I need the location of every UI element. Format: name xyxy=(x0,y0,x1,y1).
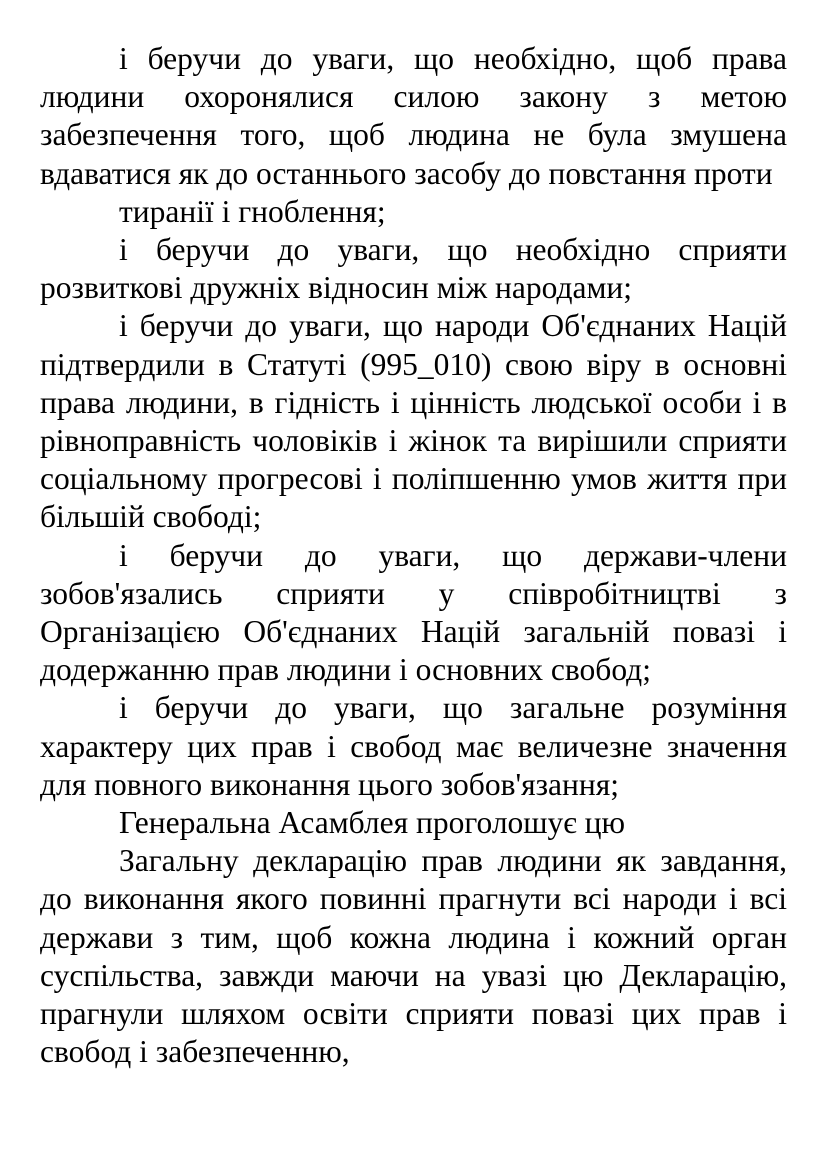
paragraph-8: Загальну декларацію прав людини як завдання, до виконання якого повинні прагнути всі народи і всі держави з тим, щоб кожна людина і кожний орган суспільства, завжди маючи на увазі цю Декларацію, прагнули шляхом освіти сприяти повазі цих прав і свобод і забезпеченню, xyxy=(40,843,787,1070)
paragraph-2: тиранії і гноблення; xyxy=(119,193,386,229)
paragraph-3: і беручи до уваги, що необхідно сприяти розвиткові дружніх відносин між народами; xyxy=(40,232,787,306)
paragraph-5: і беручи до уваги, що держави-члени зобов'язались сприяти у співробітництві з Організацією Об'єднаних Націй загальній повазі і додержанню прав людини і основних свобод; xyxy=(40,537,787,688)
document-body xyxy=(40,40,787,1071)
paragraph-4: і беручи до уваги, що народи Об'єднаних Націй підтвердили в Статуті (995_010) свою віру в основні права людини, в гідність і цінність людської особи і в рівноправність чоловіків і жінок та вирішили сприяти соціальному прогресові і поліпшенню умов життя при більшій свободі; xyxy=(40,308,787,535)
paragraph-7: Генеральна Асамблея проголошує цю xyxy=(119,805,626,841)
paragraph-6: і беручи до уваги, що загальне розуміння характеру цих прав і свобод має величезне значення для повного виконання цього зобов'язання; xyxy=(40,690,787,802)
paragraph-1: і беручи до уваги, що необхідно, щоб права людини охоронялися силою закону з метою забезпечення того, щоб людина не була змушена вдаватися як до останнього засобу до повстання проти xyxy=(40,41,787,191)
